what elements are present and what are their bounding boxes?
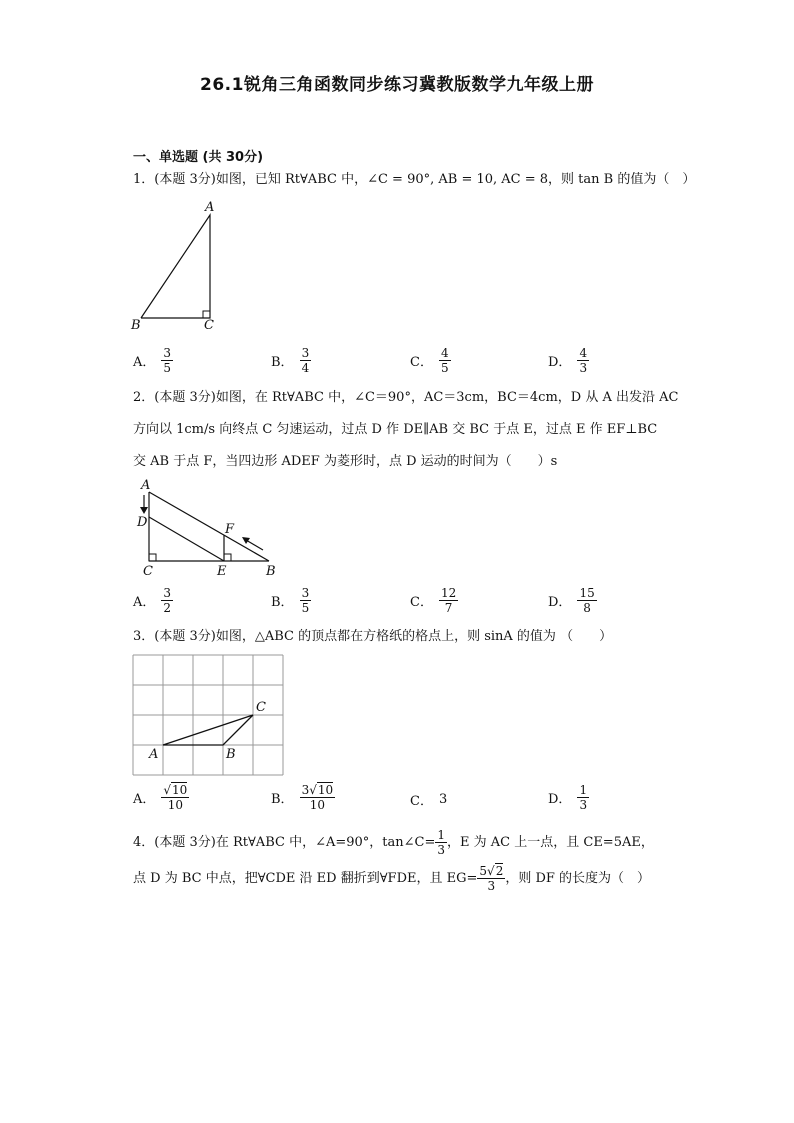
numerator: 15 bbox=[579, 586, 595, 600]
q2-choice-c[interactable] bbox=[410, 586, 458, 615]
question-2-line-3: 交 AB 于点 F，当四边形 ADEF 为菱形时，点 D 运动的时间为（ ）s bbox=[133, 454, 558, 469]
q2-side-ab bbox=[149, 492, 269, 561]
radicand: 2 bbox=[495, 864, 504, 878]
q3-grid-figure bbox=[131, 653, 291, 779]
question-3-text: 3．(本题 3分)如图，△ABC 的顶点都在方格纸的格点上，则 sinA 的值为 （ ） bbox=[133, 629, 613, 644]
choice-label: B． bbox=[271, 792, 294, 807]
question-4-line-1 bbox=[133, 828, 654, 857]
q2-right-angle-e bbox=[224, 554, 231, 561]
q4-line1-end: ，E 为 AC 上一点，且 CE=5AE， bbox=[447, 834, 654, 850]
q3-choice-d[interactable] bbox=[548, 783, 589, 812]
q3-choice-b[interactable] bbox=[271, 783, 335, 812]
denominator: 10 bbox=[167, 798, 183, 812]
q2-triangle-figure bbox=[128, 476, 288, 584]
choice-label: A． bbox=[133, 792, 156, 807]
radicand: 10 bbox=[172, 783, 188, 797]
question-4-line-2 bbox=[133, 864, 650, 893]
q2-choice-a[interactable] bbox=[133, 586, 173, 615]
radicand: 10 bbox=[317, 783, 334, 797]
q2-label-c: C bbox=[143, 564, 153, 579]
q2-arrow-up-shaft bbox=[246, 540, 263, 550]
numerator: 12 bbox=[440, 586, 457, 600]
q2-label-f: F bbox=[225, 522, 235, 537]
numerator: 3 bbox=[301, 346, 310, 360]
fraction bbox=[577, 586, 596, 615]
choice-label: C． bbox=[410, 595, 433, 610]
choice-label: D． bbox=[548, 355, 572, 370]
denominator: 3 bbox=[487, 879, 496, 893]
numerator: 1 bbox=[437, 828, 446, 842]
choice-label: B． bbox=[271, 355, 294, 370]
denominator: 7 bbox=[444, 601, 453, 615]
numerator: 5√2 bbox=[479, 864, 504, 878]
q1-triangle-figure bbox=[125, 198, 225, 338]
q1-right-angle-mark bbox=[203, 311, 210, 318]
q3-label-a: A bbox=[149, 747, 159, 762]
page-title: 26.1锐角三角函数同步练习冀教版数学九年级上册 bbox=[200, 75, 594, 95]
q2-label-a: A bbox=[141, 478, 151, 493]
q2-right-angle-c bbox=[149, 554, 156, 561]
denominator: 3 bbox=[437, 843, 446, 857]
q2-arrow-down-head bbox=[140, 507, 148, 514]
denominator: 3 bbox=[579, 798, 588, 812]
numerator: 4 bbox=[440, 346, 449, 360]
numerator: 1 bbox=[579, 783, 588, 797]
choice-label: D． bbox=[548, 792, 572, 807]
fraction bbox=[577, 346, 589, 375]
q2-choice-d[interactable] bbox=[548, 586, 597, 615]
fraction bbox=[161, 346, 173, 375]
numerator: 4 bbox=[579, 346, 588, 360]
q2-label-e: E bbox=[217, 564, 227, 579]
choice-label: A． bbox=[133, 595, 156, 610]
q1-triangle bbox=[141, 215, 210, 318]
q1-label-b: B bbox=[131, 318, 141, 333]
denominator: 5 bbox=[301, 601, 310, 615]
numerator: √10 bbox=[163, 783, 188, 797]
denominator: 8 bbox=[583, 601, 591, 615]
fraction bbox=[300, 783, 336, 812]
choice-label: B． bbox=[271, 595, 294, 610]
coefficient: 3 bbox=[301, 783, 310, 797]
question-1-text: 1．(本题 3分)如图，已知 Rt∀ABC 中，∠C = 90°, AB = 10, AC = 8，则 tan B 的值为（ ） bbox=[133, 172, 696, 187]
q2-arrow-up-head bbox=[242, 537, 250, 544]
denominator: 3 bbox=[579, 361, 588, 375]
q3-choice-c[interactable] bbox=[410, 790, 447, 809]
q1-label-a: A bbox=[205, 200, 215, 215]
numerator: 3 bbox=[163, 586, 172, 600]
q3-label-b: B bbox=[226, 747, 236, 762]
denominator: 10 bbox=[309, 798, 325, 812]
choice-label: C． bbox=[410, 355, 433, 370]
denominator: 4 bbox=[301, 361, 310, 375]
q2-label-d: D bbox=[137, 515, 148, 530]
fraction bbox=[577, 783, 589, 812]
numerator: 3 bbox=[163, 346, 172, 360]
q4-line1-start: 4．(本题 3分)在 Rt∀ABC 中，∠A=90°，tan∠C= bbox=[133, 834, 436, 850]
q4-line2-start: 点 D 为 BC 中点，把∀CDE 沿 ED 翻折到∀FDE，且 EG= bbox=[133, 870, 478, 886]
q4-line2-end: ，则 DF 的长度为（ ） bbox=[505, 870, 651, 886]
q2-choice-b[interactable] bbox=[271, 586, 311, 615]
q3-choice-a[interactable] bbox=[133, 783, 189, 812]
denominator: 5 bbox=[440, 361, 449, 375]
coefficient: 5 bbox=[479, 864, 488, 878]
q1-label-c: C bbox=[204, 318, 214, 333]
numerator: 3√10 bbox=[301, 783, 334, 797]
numerator: 3 bbox=[301, 586, 310, 600]
fraction bbox=[439, 346, 451, 375]
fraction bbox=[300, 586, 312, 615]
denominator: 2 bbox=[163, 601, 172, 615]
q3-label-c: C bbox=[256, 700, 266, 715]
q4-tan-fraction bbox=[435, 828, 447, 857]
choice-label: C． bbox=[410, 794, 433, 809]
choice-value: 3 bbox=[438, 792, 448, 807]
q2-segment-de bbox=[149, 517, 224, 561]
question-2-line-2: 方向以 1cm/s 向终点 C 匀速运动，过点 D 作 DE∥AB 交 BC 于点 E，过点 E 作 EF⊥BC bbox=[133, 422, 658, 437]
fraction bbox=[439, 586, 458, 615]
choice-label: A． bbox=[133, 355, 156, 370]
choice-label: D． bbox=[548, 595, 572, 610]
q1-choice-b[interactable] bbox=[271, 346, 311, 375]
fraction bbox=[161, 586, 173, 615]
q1-choice-d[interactable] bbox=[548, 346, 589, 375]
section-heading: 一、单选题 (共 30分) bbox=[133, 150, 264, 165]
fraction bbox=[300, 346, 312, 375]
q1-choice-c[interactable] bbox=[410, 346, 451, 375]
q2-label-b: B bbox=[266, 564, 276, 579]
denominator: 5 bbox=[163, 361, 172, 375]
q4-eg-fraction bbox=[477, 864, 505, 893]
fraction bbox=[161, 783, 189, 812]
question-2-line-1: 2．(本题 3分)如图，在 Rt∀ABC 中，∠C＝90°，AC＝3cm，BC＝4cm，D 从 A 出发沿 AC bbox=[133, 390, 679, 405]
q1-choice-a[interactable] bbox=[133, 346, 173, 375]
q3-triangle bbox=[163, 715, 253, 745]
